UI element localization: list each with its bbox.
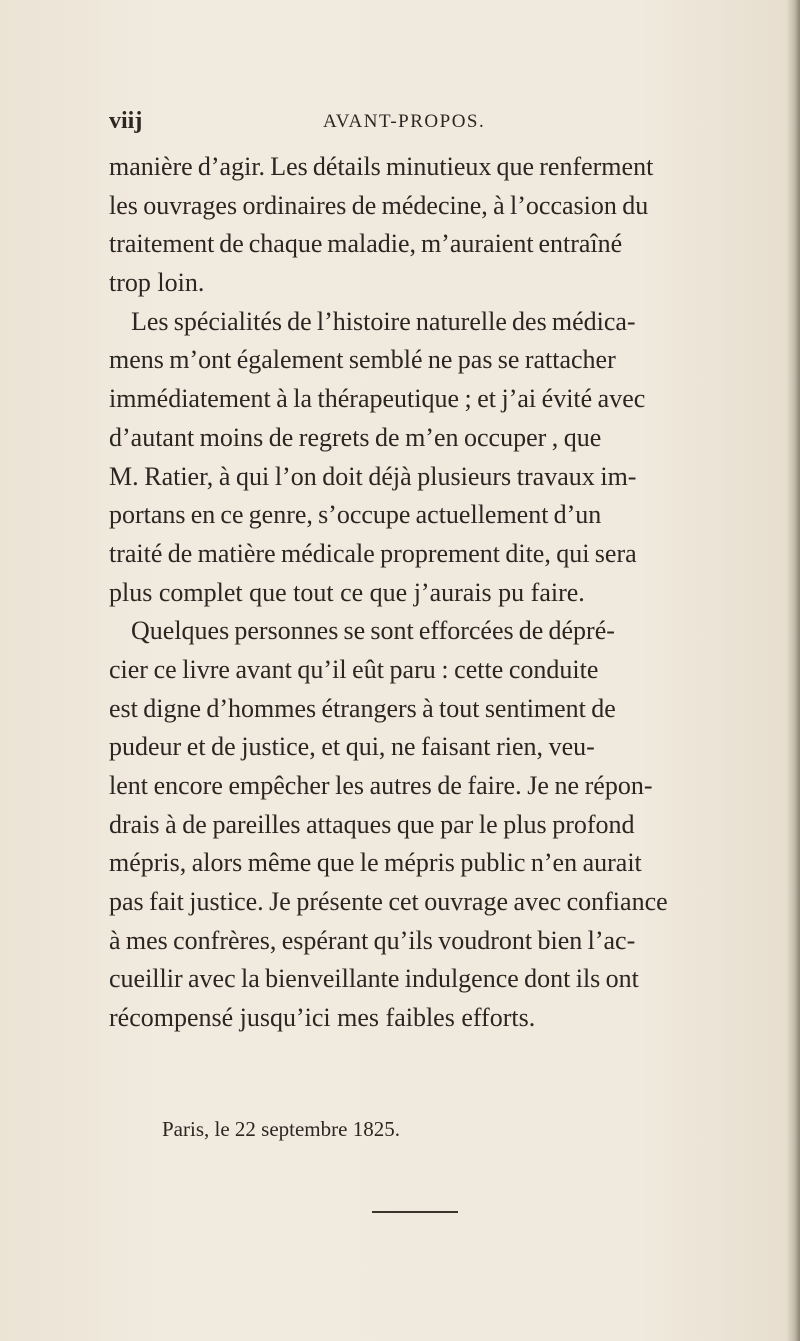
dateline: Paris, le 22 septembre 1825. <box>162 1117 400 1141</box>
text-line: portans en ce genre, s’occupe actuellement d’un <box>109 500 602 530</box>
text-line: trop loin. <box>109 268 205 298</box>
text-line: d’autant moins de regrets de m’en occuper , que <box>109 422 602 452</box>
text-line: cueillir avec la bienveillante indulgence dont ils ont <box>109 964 639 994</box>
text-line: traité de matière médicale proprement dite, qui sera <box>109 538 637 568</box>
text-line: mens m’ont également semblé ne pas se rattacher <box>109 345 616 375</box>
text-line: M. Ratier, à qui l’on doit déjà plusieurs travaux im- <box>109 461 637 491</box>
paragraph-start-line: Les spécialités de l’histoire naturelle des médica- <box>131 306 636 336</box>
text-line: cier ce livre avant qu’il eût paru : cette conduite <box>109 654 599 684</box>
text-line: pudeur et de justice, et qui, ne faisant rien, veu- <box>109 732 595 762</box>
text-line: les ouvrages ordinaires de médecine, à l’occasion du <box>109 190 649 220</box>
text-line: traitement de chaque maladie, m’auraient entraîné <box>109 229 623 259</box>
text-line: est digne d’hommes étrangers à tout sentiment de <box>109 693 616 723</box>
page-number: viij <box>109 108 143 134</box>
text-line: récompensé jusqu’ici mes faibles efforts. <box>109 1003 536 1033</box>
text-line: pas fait justice. Je présente cet ouvrage avec confiance <box>109 887 668 917</box>
text-line: immédiatement à la thérapeutique ; et j’ai évité avec <box>109 384 646 414</box>
body-text <box>109 148 729 1038</box>
page-edge-shadow <box>786 0 800 1341</box>
running-title: AVANT-PROPOS. <box>323 111 486 132</box>
closing-rule <box>372 1211 458 1213</box>
text-line: à mes confrères, espérant qu’ils voudront bien l’ac- <box>109 925 636 955</box>
paragraph-start-line: Quelques personnes se sont efforcées de dépré- <box>131 616 615 646</box>
text-line: mépris, alors même que le mépris public n’en aurait <box>109 848 642 878</box>
text-line: lent encore empêcher les autres de faire. Je ne répon- <box>109 771 653 800</box>
text-line: drais à de pareilles attaques que par le plus profond <box>109 809 635 839</box>
text-line: plus complet que tout ce que j’aurais pu faire. <box>109 577 585 607</box>
text-line: manière d’agir. Les détails minutieux que renferment <box>109 152 654 181</box>
running-head <box>109 108 721 138</box>
